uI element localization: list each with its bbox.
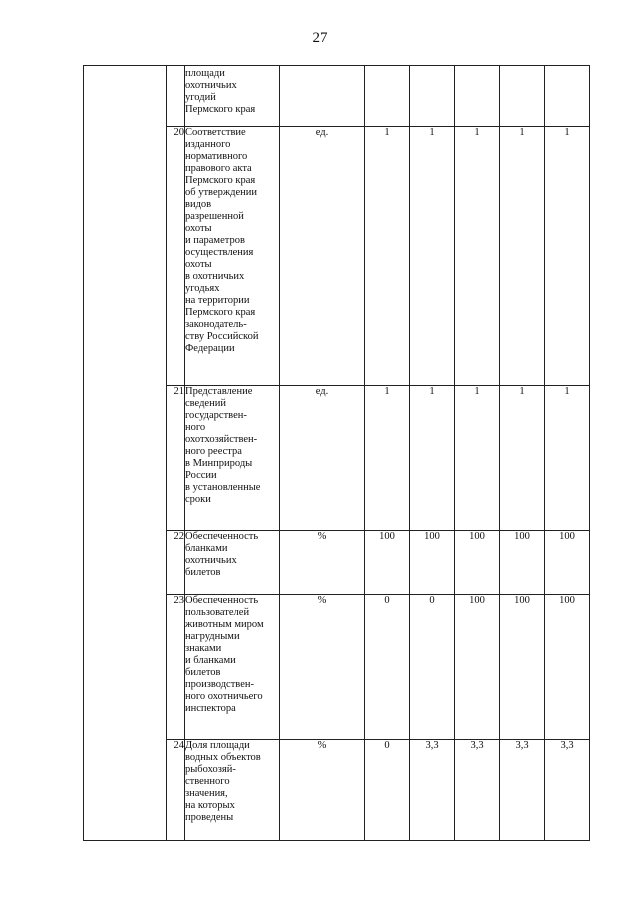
row-number: 23 [167,595,185,740]
unit-cell [280,66,365,127]
value-cell [500,66,545,127]
page-number: 27 [312,30,328,46]
value-cell: 1 [365,386,410,531]
value-cell: 1 [410,127,455,386]
indicator-name: Доля площади водных объектов рыбохозяй- ственного значения, на которых проведены [185,740,280,841]
value-cell: 1 [500,127,545,386]
value-cell: 100 [545,595,590,740]
value-cell: 1 [500,386,545,531]
value-cell [455,66,500,127]
value-cell: 0 [410,595,455,740]
row-number: 24 [167,740,185,841]
row-number: 21 [167,386,185,531]
unit-cell: % [280,595,365,740]
unit-cell: ед. [280,127,365,386]
blank-left-column [84,66,167,841]
unit-cell: % [280,740,365,841]
row-number: 20 [167,127,185,386]
value-cell [365,66,410,127]
value-cell: 1 [545,127,590,386]
indicator-name: площади охотничьих угодий Пермского края [185,66,280,127]
indicator-name: Обеспеченность пользователей животным миром нагрудными знаками и бланками билетов производствен- ного охотничьего инспектора [185,595,280,740]
value-cell [410,66,455,127]
value-cell: 1 [455,386,500,531]
indicator-name: Соответствие изданного нормативного правового акта Пермского края об утверждении видов разрешенной охоты и параметров осуществления охоты в охотничьих угодьях на территории Пермского края законодатель- ству Российской Федерации [185,127,280,386]
value-cell: 100 [365,531,410,595]
indicator-name: Обеспеченность бланками охотничьих билетов [185,531,280,595]
value-cell [545,66,590,127]
unit-cell: % [280,531,365,595]
table-row [84,66,590,127]
row-number: 22 [167,531,185,595]
value-cell: 3,3 [500,740,545,841]
value-cell: 100 [500,531,545,595]
value-cell: 1 [365,127,410,386]
unit-cell: ед. [280,386,365,531]
indicators-table [83,65,590,841]
value-cell: 3,3 [455,740,500,841]
value-cell: 3,3 [545,740,590,841]
value-cell: 3,3 [410,740,455,841]
value-cell: 100 [455,531,500,595]
value-cell: 100 [545,531,590,595]
value-cell: 1 [455,127,500,386]
value-cell: 1 [410,386,455,531]
value-cell: 0 [365,595,410,740]
value-cell: 1 [545,386,590,531]
value-cell: 100 [500,595,545,740]
row-number [167,66,185,127]
value-cell: 100 [410,531,455,595]
value-cell: 0 [365,740,410,841]
value-cell: 100 [455,595,500,740]
indicator-name: Представление сведений государствен- ного охотхозяйствен- ного реестра в Минприроды России в установленные сроки [185,386,280,531]
